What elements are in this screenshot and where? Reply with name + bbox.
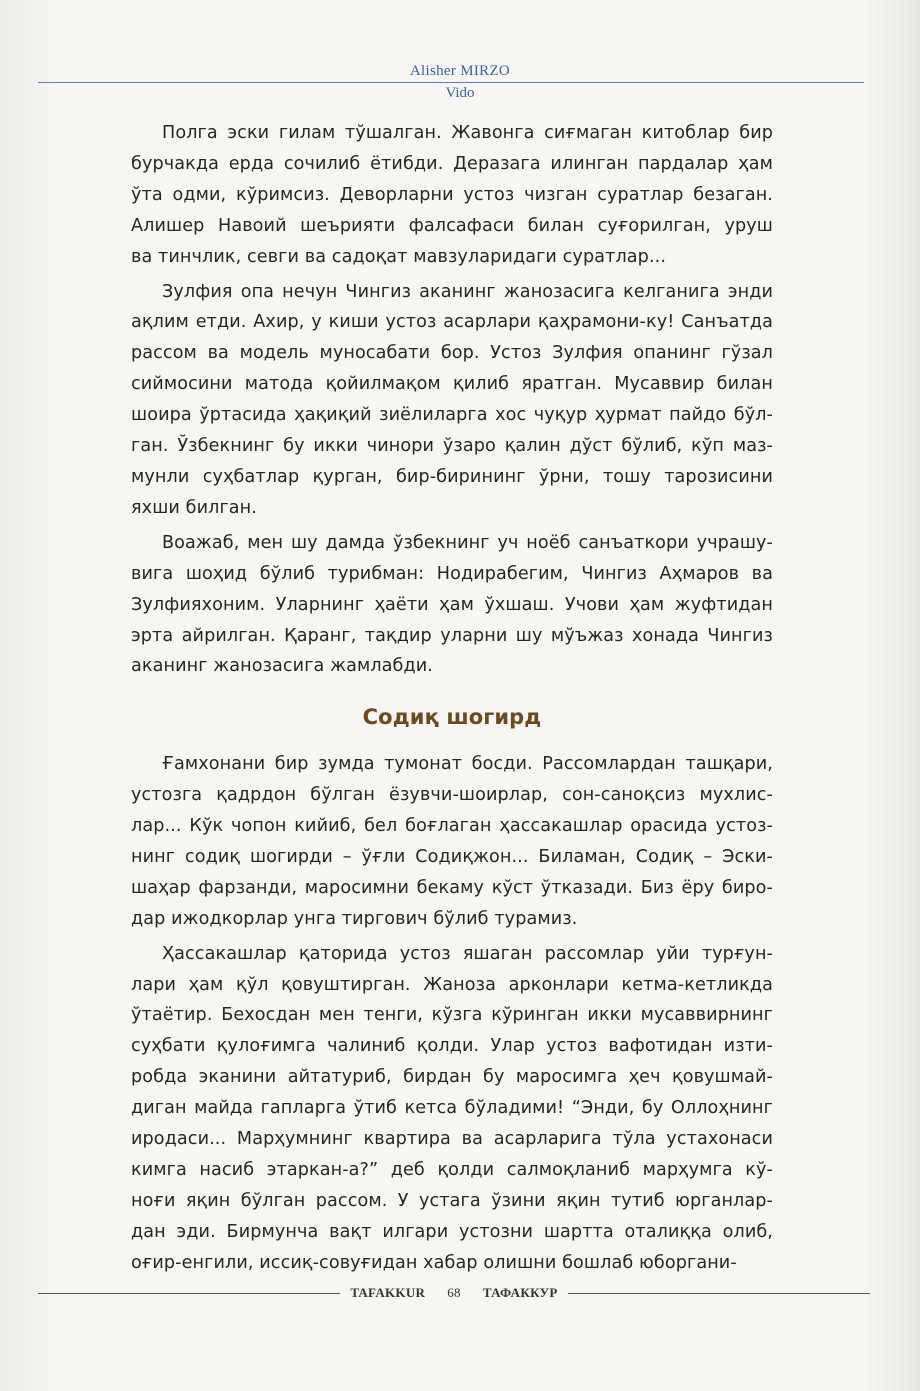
section-heading: Содиқ шогирд <box>362 705 542 730</box>
text-line: кимга насиб этаркан-а?” деб қолди салмоқланиб марҳумга кў- <box>131 1160 773 1180</box>
paragraph <box>131 749 773 934</box>
text-line: ноғи яқин бўлган рассом. У устага ўзини яқин тутиб юрганлар- <box>131 1190 773 1211</box>
text-line: диган майда гапларга ўтиб кетса бўладими! “Энди, бу Оллоҳнинг <box>131 1098 773 1119</box>
running-header-author: Alisher MIRZO <box>409 63 511 79</box>
text-line: ган. Ўзбекнинг бу икки чинори ўзаро қалин дўст бўлиб, кўп маз- <box>131 436 773 457</box>
text-line: нинг содиқ шогирди – ўғли Содиқжон... Биламан, Содиқ – Эски- <box>131 846 773 867</box>
text-line: ўтаётир. Бехосдан мен тенги, кўзга кўринган икки мусаввирнинг <box>131 1005 773 1026</box>
text-line: бурчакда ерда сочилиб ётибди. Деразага илинган пардалар ҳам <box>131 153 773 174</box>
text-line: оғир-енгили, иссиқ-совуғидан хабар олишни бошлаб юборгани- <box>131 1252 737 1273</box>
paragraph <box>131 277 773 524</box>
text-line: ва тинчлик, севги ва садоқат мавзуларидаги суратлар... <box>131 246 667 267</box>
text-line: Алишер Навоий шеърияти фалсафаси билан суғорилган, уруш <box>131 215 773 236</box>
text-line: иродаси... Марҳумнинг квартира ва асарларига тўла устахонаси <box>131 1129 773 1150</box>
footer-rule-left <box>38 1293 340 1294</box>
text-line: эрта айрилган. Қаранг, тақдир уларни шу мўъжаз хонада Чингиз <box>131 625 773 646</box>
text-line: шаҳар фарзанди, маросимни бекаму кўст ўтказади. Биз ёру биро- <box>131 877 773 898</box>
paragraph <box>131 939 773 1279</box>
text-line: Ғамхонани бир зумда тумонат босди. Рассомлардан ташқари, <box>162 754 773 775</box>
text-line: Ҳассакашлар қаторида устоз яшаган рассомлар уйи турғун- <box>162 943 773 964</box>
text-line: дан эди. Бирмунча вақт илгари устозни шартта оталиққа олиб, <box>131 1221 773 1242</box>
text-line: лар... Кўк чопон кийиб, бел боғлаган ҳассакашлар орасида устоз- <box>131 816 773 837</box>
running-header-title: Vido <box>445 85 475 101</box>
text-line: яхши билган. <box>131 497 257 518</box>
text-line: аканинг жанозасига жамлабди. <box>131 656 433 677</box>
text-line: лари ҳам қўл қовуштирган. Жаноза арконлари кетма-кетликда <box>131 974 773 995</box>
footer-journal-cyrillic: ТАФАККУР <box>482 1285 558 1300</box>
text-line: рассом ва модель муносабати бор. Устоз Зулфия опанинг гўзал <box>131 343 773 364</box>
text-line: мунли суҳбатлар қурган, бир-бирининг ўрни, тошу тарозисини <box>131 466 773 487</box>
text-line: суҳбати қулоғимга чалиниб қолди. Улар устоз вафотидан изти- <box>131 1036 773 1057</box>
paragraph-group <box>131 118 773 682</box>
page-footer <box>38 1285 870 1301</box>
text-line: сиймосини матода қойилмақом қилиб яратган. Мусаввир билан <box>131 374 773 395</box>
text-line: ақлим етди. Ахир, у киши устоз асарлари қаҳрамони-ку! Санъатда <box>131 312 773 333</box>
text-line: Полга эски гилам тўшалган. Жавонга сиғмаган китоблар бир <box>162 123 773 143</box>
text-line: дар ижодкорлар унга тиргович бўлиб турамиз. <box>131 908 578 929</box>
paragraph <box>131 118 773 273</box>
text-line: Зулфияхоним. Уларнинг ҳаёти ҳам ўхшаш. Учови ҳам жуфтидан <box>131 594 773 615</box>
page-number: 68 <box>447 1285 461 1300</box>
text-line: робда эканини айтатуриб, бирдан бу маросимга ҳеч қовушмай- <box>131 1067 773 1088</box>
paragraph <box>131 528 773 683</box>
text-line: ўта одми, кўримсиз. Деворларни устоз чизган суратлар безаган. <box>131 184 773 205</box>
text-line: вига шоҳид бўлиб турибман: Нодирабегим, Чингиз Аҳмаров ва <box>131 563 773 584</box>
text-line: Воажаб, мен шу дамда ўзбекнинг уч ноёб санъаткори учрашу- <box>162 532 773 553</box>
footer-journal-latin: TAFAKKUR <box>350 1285 426 1300</box>
paragraph-group <box>131 749 773 1278</box>
body-text <box>131 118 773 1283</box>
footer-rule-right <box>568 1293 870 1294</box>
text-line: Зулфия опа нечун Чингиз аканинг жанозасига келганига энди <box>162 281 773 302</box>
header-divider <box>38 82 864 83</box>
text-line: шоира ўртасида ҳақиқий зиёлиларга хос чуқур ҳурмат пайдо бўл- <box>131 405 773 426</box>
text-line: устозга қадрдон бўлган ёзувчи-шоирлар, сон-саноқсиз мухлис- <box>131 785 773 806</box>
